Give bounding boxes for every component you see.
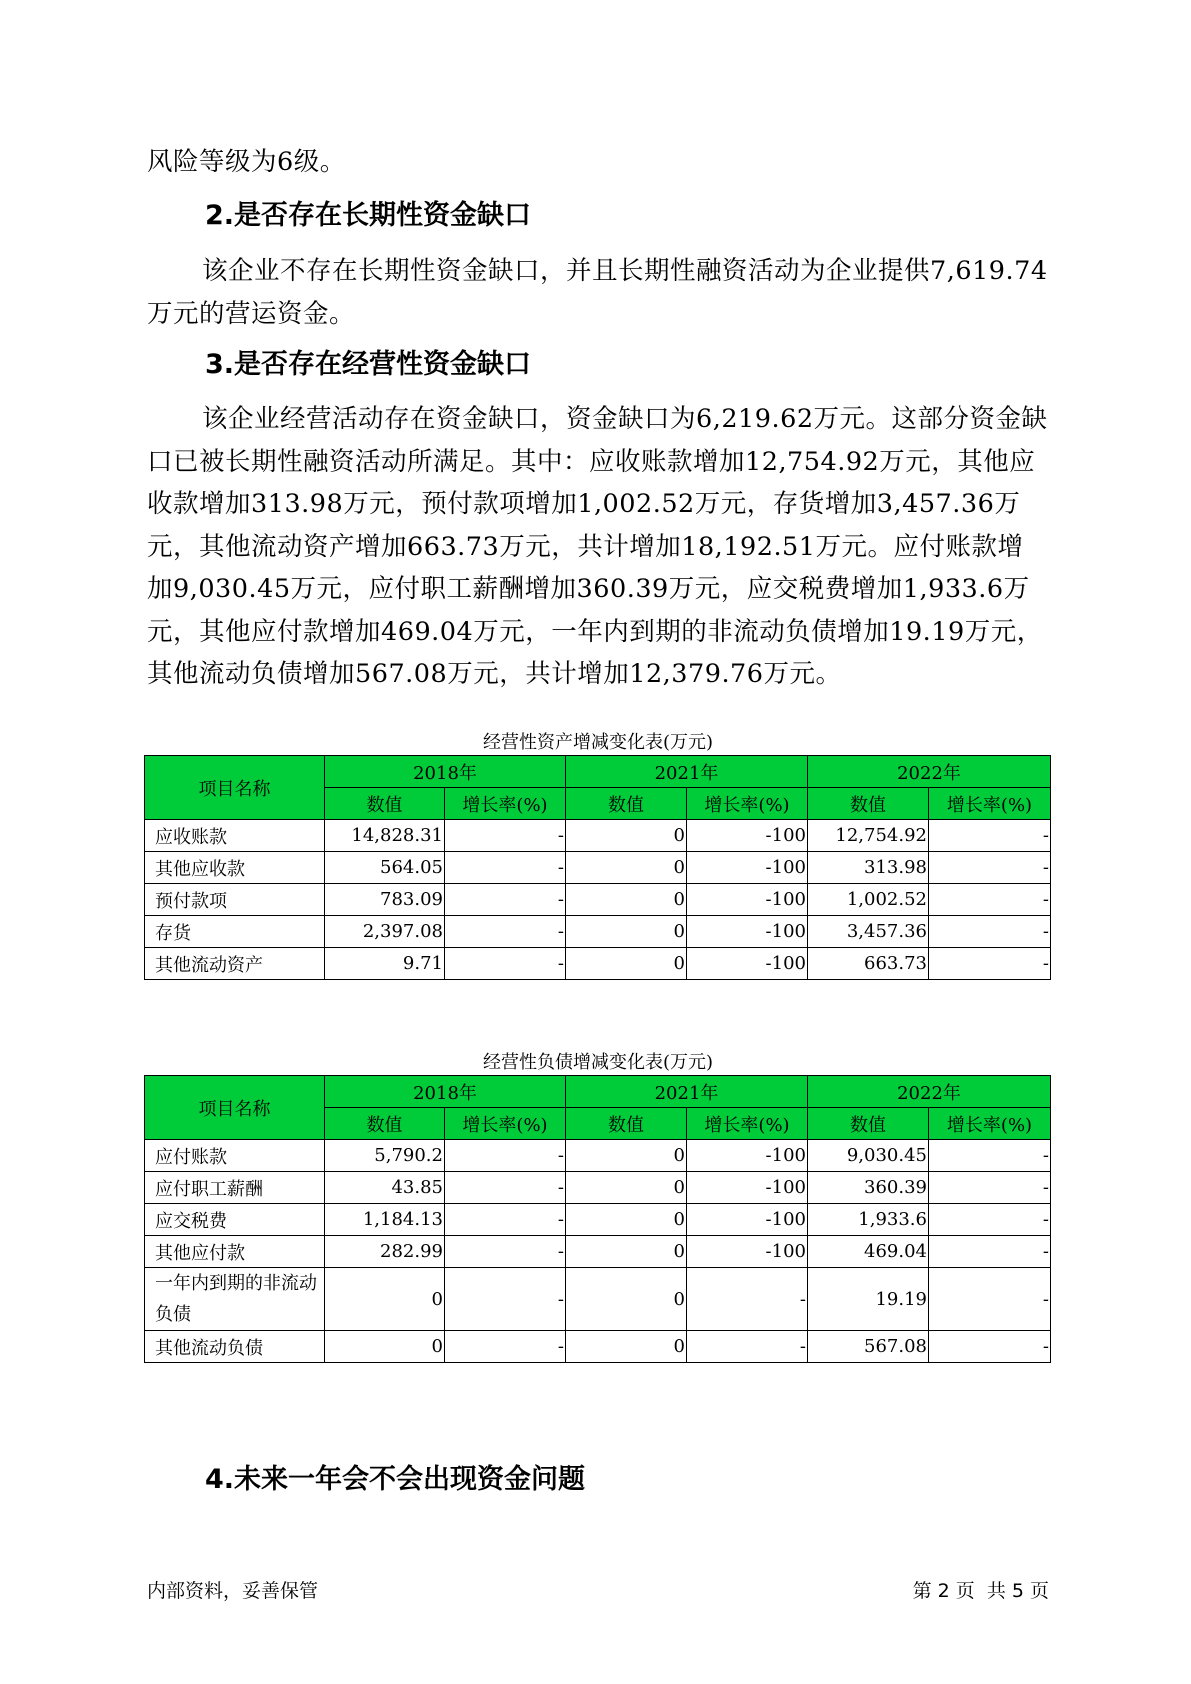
cell-growth: - bbox=[445, 1140, 566, 1172]
cell-growth: -100 bbox=[687, 1140, 808, 1172]
footer-page-number: 第 2 页 共 5 页 bbox=[912, 1580, 1049, 1602]
heading-operating-gap: 3.是否存在经营性资金缺口 bbox=[205, 349, 532, 380]
cell-growth: - bbox=[445, 852, 566, 884]
table-row bbox=[145, 1331, 1051, 1363]
table-row bbox=[145, 884, 1051, 916]
cell-growth: -100 bbox=[687, 948, 808, 980]
row-name: 其他流动资产 bbox=[145, 948, 325, 980]
liability-table-caption: 经营性负债增减变化表(万元) bbox=[482, 1052, 714, 1073]
cell-value: 0 bbox=[566, 884, 687, 916]
header-growth: 增长率(%) bbox=[687, 788, 808, 820]
cell-value: 9.71 bbox=[325, 948, 445, 980]
cell-value: 2,397.08 bbox=[325, 916, 445, 948]
cell-value: 43.85 bbox=[325, 1172, 445, 1204]
cell-growth: - bbox=[445, 884, 566, 916]
cell-growth: - bbox=[687, 1331, 808, 1363]
row-name: 预付款项 bbox=[145, 884, 325, 916]
cell-value: 360.39 bbox=[808, 1172, 929, 1204]
header-growth: 增长率(%) bbox=[929, 1108, 1051, 1140]
cell-value: 0 bbox=[325, 1268, 445, 1331]
cell-value: 313.98 bbox=[808, 852, 929, 884]
cell-growth: - bbox=[929, 1140, 1051, 1172]
row-name: 一年内到期的非流动负债 bbox=[145, 1268, 325, 1331]
cell-value: 1,002.52 bbox=[808, 884, 929, 916]
table-row bbox=[145, 1140, 1051, 1172]
paragraph-long-term: 该企业不存在长期性资金缺口，并且长期性融资活动为企业提供7,619.74万元的营运资金。 bbox=[147, 256, 1048, 329]
heading-long-term-gap: 2.是否存在长期性资金缺口 bbox=[205, 200, 532, 231]
cell-value: 663.73 bbox=[808, 948, 929, 980]
cell-value: 282.99 bbox=[325, 1236, 445, 1268]
cell-value: 1,933.6 bbox=[808, 1204, 929, 1236]
table-row bbox=[145, 1172, 1051, 1204]
cell-value: 469.04 bbox=[808, 1236, 929, 1268]
cell-value: 0 bbox=[566, 948, 687, 980]
row-name: 其他流动负债 bbox=[145, 1331, 325, 1363]
header-value: 数值 bbox=[325, 788, 445, 820]
cell-growth: - bbox=[445, 1236, 566, 1268]
cell-growth: - bbox=[445, 948, 566, 980]
cell-value: 0 bbox=[566, 1268, 687, 1331]
row-name: 其他应付款 bbox=[145, 1236, 325, 1268]
cell-growth: -100 bbox=[687, 884, 808, 916]
header-item-name: 项目名称 bbox=[145, 1076, 325, 1140]
header-growth: 增长率(%) bbox=[445, 788, 566, 820]
cell-value: 1,184.13 bbox=[325, 1204, 445, 1236]
row-name: 其他应收款 bbox=[145, 852, 325, 884]
cell-value: 19.19 bbox=[808, 1268, 929, 1331]
cell-growth: - bbox=[445, 820, 566, 852]
heading-next-year: 4.未来一年会不会出现资金问题 bbox=[205, 1464, 586, 1495]
cell-value: 783.09 bbox=[325, 884, 445, 916]
cell-value: 0 bbox=[566, 852, 687, 884]
header-year-2018: 2018年 bbox=[325, 756, 566, 788]
paragraph-risk-level: 风险等级为6级。 bbox=[147, 147, 346, 177]
cell-growth: - bbox=[687, 1268, 808, 1331]
header-year-2022: 2022年 bbox=[808, 1076, 1051, 1108]
header-year-2021: 2021年 bbox=[566, 756, 808, 788]
cell-growth: -100 bbox=[687, 1204, 808, 1236]
table-row bbox=[145, 1204, 1051, 1236]
cell-value: 0 bbox=[566, 1204, 687, 1236]
cell-growth: - bbox=[929, 852, 1051, 884]
row-name: 应交税费 bbox=[145, 1204, 325, 1236]
cell-growth: - bbox=[929, 1268, 1051, 1331]
header-growth: 增长率(%) bbox=[445, 1108, 566, 1140]
cell-growth: - bbox=[445, 1331, 566, 1363]
table-row bbox=[145, 820, 1051, 852]
cell-growth: - bbox=[929, 820, 1051, 852]
header-year-2021: 2021年 bbox=[566, 1076, 808, 1108]
header-growth: 增长率(%) bbox=[687, 1108, 808, 1140]
cell-growth: - bbox=[445, 916, 566, 948]
cell-growth: - bbox=[929, 916, 1051, 948]
asset-table bbox=[144, 755, 1051, 980]
cell-value: 0 bbox=[566, 1236, 687, 1268]
cell-growth: -100 bbox=[687, 916, 808, 948]
cell-growth: - bbox=[445, 1172, 566, 1204]
cell-value: 0 bbox=[566, 1140, 687, 1172]
header-year-2018: 2018年 bbox=[325, 1076, 566, 1108]
cell-value: 567.08 bbox=[808, 1331, 929, 1363]
cell-value: 0 bbox=[566, 1331, 687, 1363]
table-row bbox=[145, 916, 1051, 948]
cell-value: 0 bbox=[566, 1172, 687, 1204]
cell-growth: - bbox=[445, 1268, 566, 1331]
cell-value: 564.05 bbox=[325, 852, 445, 884]
table-row bbox=[145, 852, 1051, 884]
cell-growth: - bbox=[929, 1331, 1051, 1363]
cell-growth: - bbox=[929, 1172, 1051, 1204]
cell-value: 14,828.31 bbox=[325, 820, 445, 852]
header-value: 数值 bbox=[566, 788, 687, 820]
header-value: 数值 bbox=[808, 788, 929, 820]
row-name: 应付账款 bbox=[145, 1140, 325, 1172]
row-name: 存货 bbox=[145, 916, 325, 948]
header-item-name: 项目名称 bbox=[145, 756, 325, 820]
cell-growth: - bbox=[929, 1204, 1051, 1236]
header-value: 数值 bbox=[808, 1108, 929, 1140]
cell-growth: -100 bbox=[687, 1236, 808, 1268]
cell-value: 0 bbox=[566, 820, 687, 852]
cell-growth: - bbox=[929, 884, 1051, 916]
cell-growth: -100 bbox=[687, 1172, 808, 1204]
footer-confidential: 内部资料，妥善保管 bbox=[147, 1580, 319, 1602]
liability-table bbox=[144, 1075, 1051, 1363]
cell-growth: - bbox=[929, 1236, 1051, 1268]
asset-table-caption: 经营性资产增减变化表(万元) bbox=[482, 732, 714, 753]
row-name: 应付职工薪酬 bbox=[145, 1172, 325, 1204]
header-value: 数值 bbox=[566, 1108, 687, 1140]
cell-growth: - bbox=[445, 1204, 566, 1236]
cell-value: 0 bbox=[566, 916, 687, 948]
cell-value: 0 bbox=[325, 1331, 445, 1363]
header-value: 数值 bbox=[325, 1108, 445, 1140]
table-row bbox=[145, 1268, 1051, 1331]
cell-value: 12,754.92 bbox=[808, 820, 929, 852]
cell-value: 5,790.2 bbox=[325, 1140, 445, 1172]
paragraph-operating: 该企业经营活动存在资金缺口，资金缺口为6,219.62万元。这部分资金缺口已被长期性融资活动所满足。其中：应收账款增加12,754.92万元，其他应收款增加313.98万元，预付款项增加1,002.52万元，存货增加3,457.36万元，其他流动资产增加663.73万元，共计增加18,192.51万元。应付账款增加9,030.45万元，应付职工薪酬增加360.39万元，应交税费增加1,933.6万元，其他应付款增加469.04万元，一年内到期的非流动负债增加19.19万元，其他流动负债增加567.08万元，共计增加12,379.76万元。 bbox=[147, 404, 1048, 689]
cell-value: 3,457.36 bbox=[808, 916, 929, 948]
cell-growth: - bbox=[929, 948, 1051, 980]
table-row bbox=[145, 1236, 1051, 1268]
row-name: 应收账款 bbox=[145, 820, 325, 852]
table-row bbox=[145, 948, 1051, 980]
header-year-2022: 2022年 bbox=[808, 756, 1051, 788]
cell-value: 9,030.45 bbox=[808, 1140, 929, 1172]
header-growth: 增长率(%) bbox=[929, 788, 1051, 820]
cell-growth: -100 bbox=[687, 852, 808, 884]
cell-growth: -100 bbox=[687, 820, 808, 852]
